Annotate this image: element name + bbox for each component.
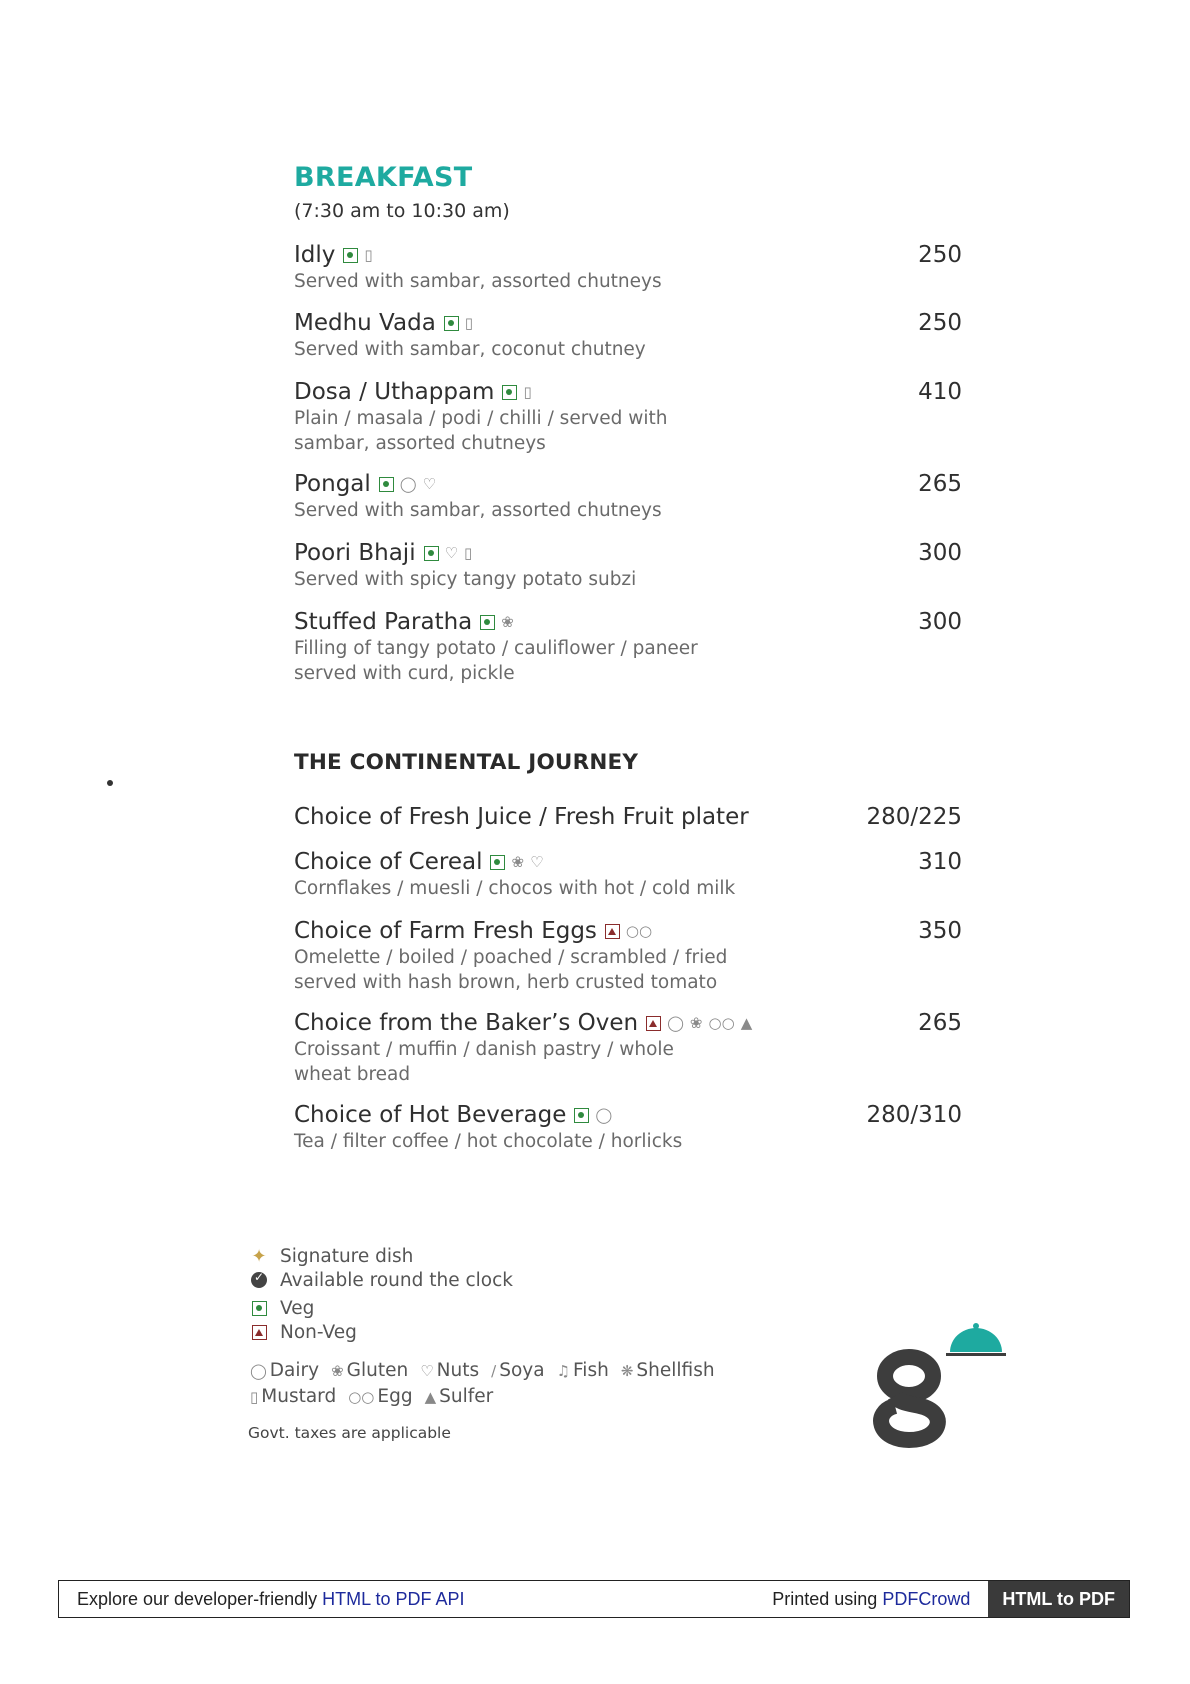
item-price: 265	[918, 1010, 962, 1036]
brand-logo	[862, 1308, 1012, 1458]
item-price: 280/310	[866, 1102, 962, 1128]
item-description: Plain / masala / podi / chilli / served with sambar, assorted chutneys	[294, 408, 668, 454]
veg-icon	[480, 615, 495, 630]
footer-mid-text: Printed using	[772, 1588, 883, 1609]
mustard-icon: ▯	[464, 313, 474, 332]
item-price: 410	[918, 379, 962, 405]
taxes-note: Govt. taxes are applicable	[248, 1424, 451, 1442]
section-hours: (7:30 am to 10:30 am)	[294, 200, 510, 222]
nonveg-icon	[252, 1325, 267, 1340]
bullet-dot	[107, 780, 113, 786]
allergen-label: Mustard	[261, 1386, 337, 1407]
egg-icon: ○○	[708, 1013, 735, 1032]
html-to-pdf-badge[interactable]: HTML to PDF	[988, 1581, 1129, 1617]
egg-icon: ○○	[625, 921, 653, 940]
gluten-icon: ❀	[511, 852, 525, 871]
item-name: Idly	[294, 242, 336, 268]
item-description: Served with spicy tangy potato subzi	[294, 569, 637, 590]
legend-veg	[248, 1296, 513, 1320]
html-to-pdf-api-link[interactable]: HTML to PDF API	[322, 1588, 465, 1609]
item-price: 300	[918, 609, 962, 635]
item-description: Tea / filter coffee / hot chocolate / horlicks	[294, 1131, 683, 1152]
item-name: Choice from the Baker’s Oven	[294, 1010, 639, 1036]
item-name: Dosa / Uthappam	[294, 379, 495, 405]
menu-item-fresh-juice	[294, 802, 962, 832]
menu-item-medhu-vada	[294, 308, 962, 363]
legend-label: Available round the clock	[280, 1269, 513, 1291]
menu-item-dosa-uthappam	[294, 377, 962, 456]
item-description: Served with sambar, coconut chutney	[294, 339, 646, 360]
item-price: 300	[918, 540, 962, 566]
allergen-legend-row-1	[250, 1360, 721, 1381]
nonveg-icon	[646, 1016, 661, 1031]
veg-icon	[574, 1108, 589, 1123]
veg-icon	[490, 855, 505, 870]
item-name: Choice of Farm Fresh Eggs	[294, 918, 597, 944]
item-name: Choice of Hot Beverage	[294, 1102, 567, 1128]
nuts-icon: ♡	[422, 474, 437, 493]
veg-icon	[379, 477, 394, 492]
dairy-icon: ◯	[399, 474, 417, 493]
allergen-label: Shellfish	[636, 1360, 715, 1381]
gluten-icon: ❀	[689, 1013, 703, 1032]
nuts-icon: ♡	[444, 543, 459, 562]
letter-g-mark	[881, 1357, 938, 1440]
veg-icon	[252, 1301, 267, 1316]
legend-round-clock	[248, 1268, 513, 1292]
gluten-icon: ❀	[501, 612, 514, 631]
menu-item-hot-beverage	[294, 1100, 962, 1155]
allergen-label: Dairy	[269, 1360, 320, 1381]
mustard-icon: ▯	[250, 1387, 259, 1406]
sulfer-icon: ▲	[740, 1013, 753, 1032]
menu-item-poori-bhaji	[294, 538, 962, 593]
dairy-icon: ◯	[250, 1361, 267, 1380]
section-title: BREAKFAST	[294, 162, 473, 193]
veg-icon	[424, 546, 439, 561]
allergen-label: Gluten	[346, 1360, 409, 1381]
mustard-icon: ▯	[364, 245, 373, 264]
veg-icon	[502, 385, 517, 400]
allergen-label: Nuts	[436, 1360, 480, 1381]
menu-item-pongal	[294, 469, 962, 524]
legend-label: Signature dish	[280, 1245, 414, 1267]
item-description: Served with sambar, assorted chutneys	[294, 500, 662, 521]
menu-item-cereal	[294, 847, 962, 902]
legend-label: Non-Veg	[280, 1321, 357, 1343]
soya-icon: ∕	[491, 1361, 497, 1380]
allergen-label: Fish	[573, 1360, 609, 1381]
item-name: Poori Bhaji	[294, 540, 416, 566]
pdfcrowd-link[interactable]: PDFCrowd	[882, 1588, 971, 1609]
allergen-label: Egg	[377, 1386, 413, 1407]
item-price: 350	[918, 918, 962, 944]
item-description: Croissant / muffin / danish pastry / whole wheat bread	[294, 1039, 674, 1085]
item-name: Stuffed Paratha	[294, 609, 473, 635]
legend	[248, 1244, 513, 1344]
item-description: Omelette / boiled / poached / scrambled / fried served with hash brown, herb crusted tomato	[294, 947, 728, 993]
item-description: Cornflakes / muesli / chocos with hot / cold milk	[294, 878, 736, 899]
egg-icon: ○○	[348, 1387, 375, 1406]
menu-item-bakers-oven	[294, 1008, 962, 1087]
veg-icon	[343, 248, 358, 263]
legend-nonveg	[248, 1320, 513, 1344]
menu-item-idly	[294, 240, 962, 295]
menu-item-farm-fresh-eggs	[294, 916, 962, 995]
item-description: Filling of tangy potato / cauliflower / paneer served with curd, pickle	[294, 638, 698, 684]
shellfish-icon: ❋	[620, 1361, 634, 1380]
sulfer-icon: ▲	[424, 1387, 437, 1406]
nuts-icon: ♡	[530, 852, 544, 871]
gluten-icon: ❀	[331, 1361, 344, 1380]
check-circle-icon	[251, 1272, 267, 1288]
item-name: Medhu Vada	[294, 310, 436, 336]
allergen-label: Sulfer	[439, 1386, 494, 1407]
mustard-icon: ▯	[523, 382, 532, 401]
item-price: 250	[918, 242, 962, 268]
dairy-icon: ◯	[667, 1013, 684, 1032]
item-price: 250	[918, 310, 962, 336]
nuts-icon: ♡	[420, 1361, 434, 1380]
item-price: 265	[918, 471, 962, 497]
legend-label: Veg	[280, 1297, 315, 1319]
footer-left-text: Explore our developer-friendly	[77, 1588, 323, 1609]
footer-mid	[772, 1589, 988, 1610]
item-description: Served with sambar, assorted chutneys	[294, 271, 662, 292]
item-name: Choice of Cereal	[294, 849, 483, 875]
legend-signature	[248, 1244, 513, 1268]
star-icon: ✦	[251, 1245, 267, 1267]
footer-bar	[58, 1580, 1130, 1618]
footer-left	[59, 1589, 772, 1610]
item-price: 280/225	[866, 804, 962, 830]
fish-icon: ♫	[556, 1361, 571, 1380]
item-name: Pongal	[294, 471, 371, 497]
veg-icon	[444, 316, 459, 331]
dairy-icon: ◯	[595, 1105, 613, 1124]
item-name: Choice of Fresh Juice / Fresh Fruit plater	[294, 804, 749, 830]
cloche-icon	[946, 1323, 1006, 1356]
allergen-legend-row-2	[250, 1386, 499, 1407]
item-price: 310	[918, 849, 962, 875]
menu-item-stuffed-paratha	[294, 607, 962, 686]
allergen-label: Soya	[499, 1360, 545, 1381]
nonveg-icon	[605, 924, 620, 939]
subsection-title: THE CONTINENTAL JOURNEY	[294, 750, 639, 775]
mustard-icon: ▯	[464, 543, 473, 562]
